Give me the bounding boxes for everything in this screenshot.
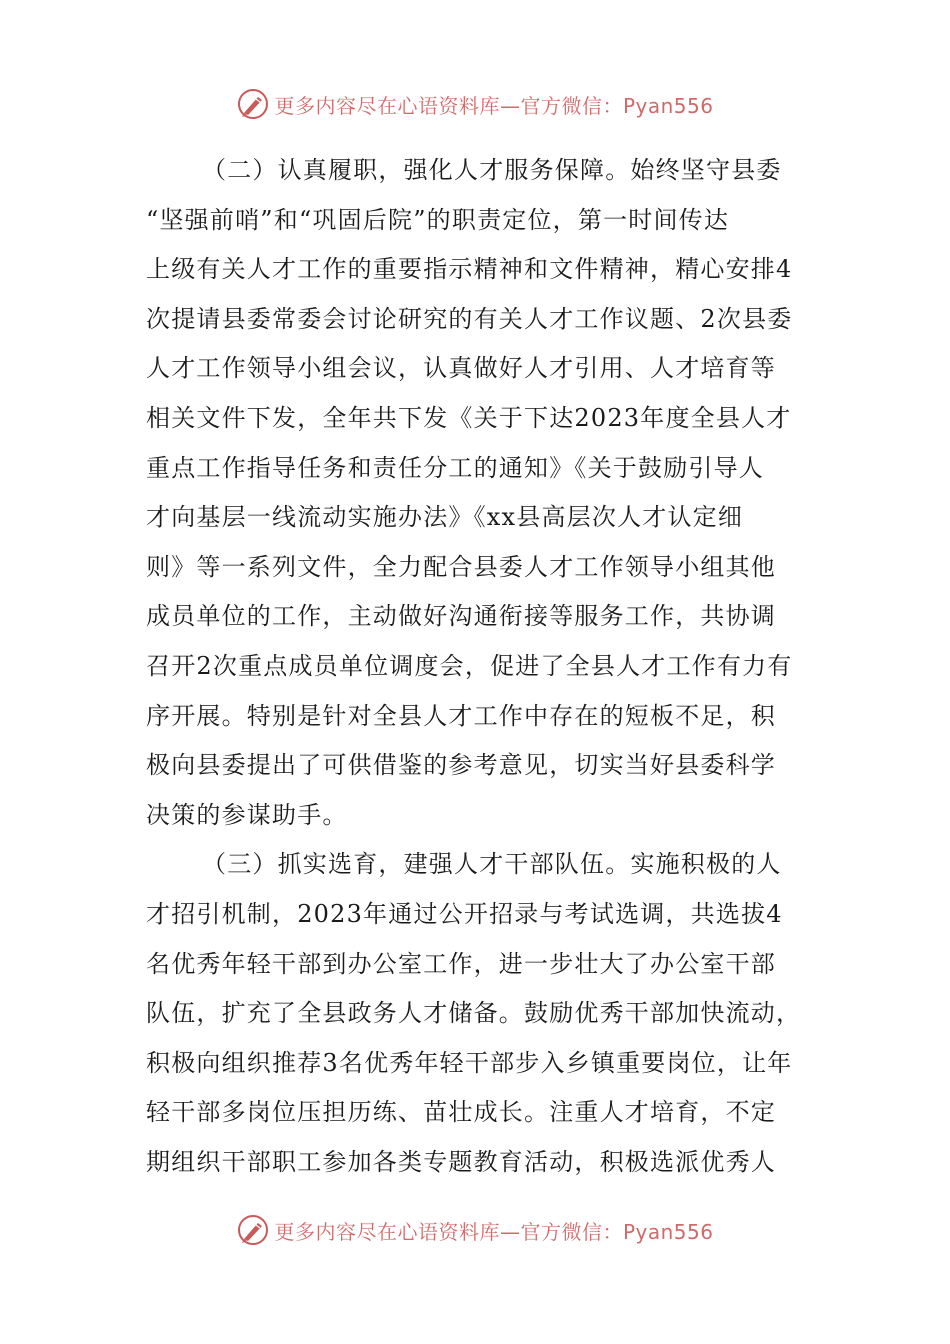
- footer-banner-text: 更多内容尽在心语资料库—官方微信：Pyan556: [274, 1219, 714, 1244]
- paragraph-line: 次提请县委常委会讨论研究的有关人才工作议题、2次县委: [146, 304, 793, 333]
- header-banner: [0, 84, 950, 124]
- paragraph-line: （二）认真履职，强化人才服务保障。始终坚守县委: [202, 156, 782, 184]
- paragraph-line: 才向基层一线流动实施办法》《xx县高层次人才认定细: [146, 503, 744, 532]
- pen-logo-icon: [236, 87, 270, 121]
- paragraph-line: （三）抓实选育，建强人才干部队伍。实施积极的人: [202, 850, 782, 879]
- paragraph-line: 上级有关人才工作的重要指示精神和文件精神，精心安排4: [146, 255, 793, 284]
- paragraph-line: 则》等一系列文件，全力配合县委人才工作领导小组其他: [146, 552, 776, 581]
- paragraph-line: 积极向组织推荐3名优秀年轻干部步入乡镇重要岗位，让年: [146, 1048, 793, 1077]
- paragraph-line: 名优秀年轻干部到办公室工作，进一步壮大了办公室干部: [146, 949, 776, 978]
- paragraph-line: 重点工作指导任务和责任分工的通知》《关于鼓励引导人: [146, 453, 764, 482]
- footer-banner: [0, 1210, 950, 1250]
- paragraph-line: 召开2次重点成员单位调度会，促进了全县人才工作有力有: [146, 651, 793, 680]
- paragraph-line: 序开展。特别是针对全县人才工作中存在的短板不足，积: [146, 701, 776, 730]
- paragraph-line: 期组织干部职工参加各类专题教育活动，积极选派优秀人: [146, 1147, 776, 1176]
- paragraph-line: 相关文件下发，全年共下发《关于下达2023年度全县人才: [146, 403, 792, 432]
- header-banner-text: 更多内容尽在心语资料库—官方微信：Pyan556: [274, 93, 714, 118]
- pen-logo-icon: [236, 1213, 270, 1247]
- paragraph-line: 轻干部多岗位压担历练、苗壮成长。注重人才培育，不定: [146, 1098, 776, 1127]
- paragraph-line: 决策的参谋助手。: [146, 800, 348, 829]
- paragraph-line: 极向县委提出了可供借鉴的参考意见，切实当好县委科学: [146, 751, 776, 780]
- paragraph-line: 队伍，扩充了全县政务人才储备。鼓励优秀干部加快流动，: [146, 999, 802, 1028]
- paragraph-line: “坚强前哨”和“巩固后院”的职责定位，第一时间传达: [146, 205, 730, 234]
- paragraph-line: 成员单位的工作，主动做好沟通衔接等服务工作，共协调: [146, 602, 776, 631]
- paragraph-line: 人才工作领导小组会议，认真做好人才引用、人才培育等: [146, 354, 776, 383]
- document-body: [146, 146, 806, 1187]
- paragraph-line: 才招引机制，2023年通过公开招录与考试选调，共选拔4: [146, 899, 783, 928]
